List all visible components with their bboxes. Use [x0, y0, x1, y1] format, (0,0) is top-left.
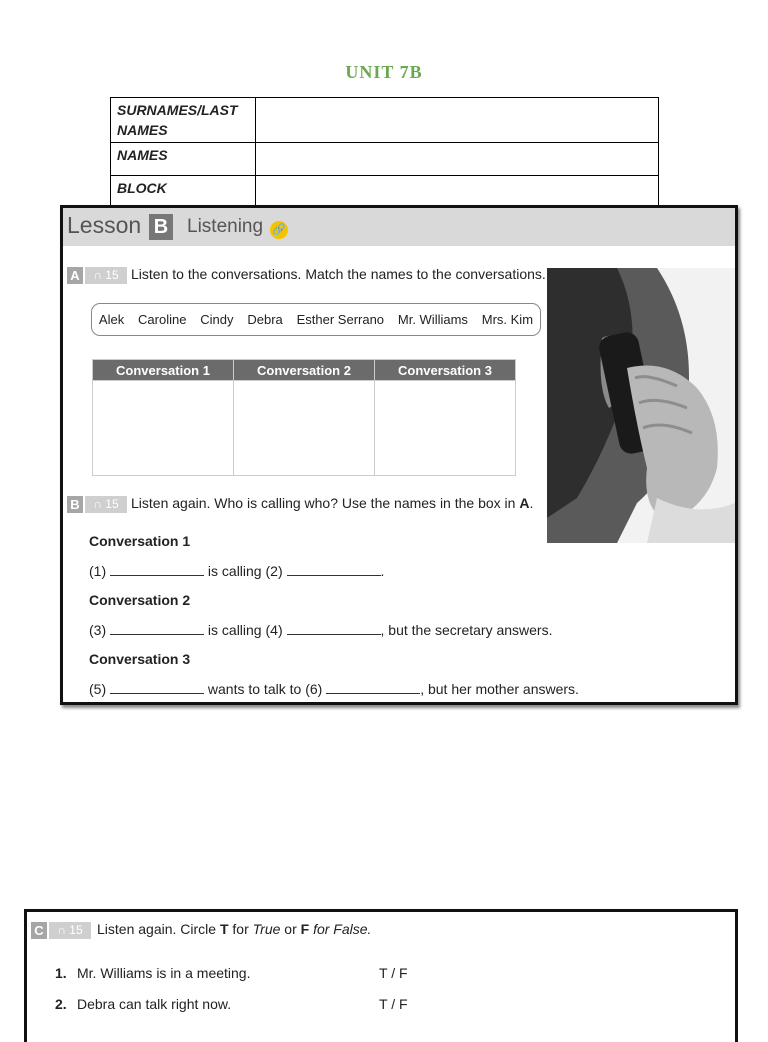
instruction-bold: T — [219, 921, 229, 937]
item-number: 2. — [55, 996, 67, 1012]
section-c-panel — [24, 909, 738, 1042]
conversation-line — [89, 622, 552, 638]
answer-blank[interactable] — [110, 565, 204, 576]
true-false-choice[interactable]: T / F — [379, 996, 408, 1012]
lesson-title: Listening — [187, 216, 264, 237]
conversation-2-cell[interactable] — [234, 381, 375, 476]
block-field[interactable] — [256, 176, 659, 208]
item-text: Mr. Williams is in a meeting. — [77, 965, 251, 981]
instruction-text: for — [228, 921, 253, 937]
section-b-instruction — [131, 495, 533, 511]
line-text: is calling — [207, 622, 262, 638]
answer-blank[interactable] — [110, 683, 204, 694]
conversation-heading: Conversation 1 — [89, 533, 191, 549]
instruction-text: Listen again. Circle — [97, 921, 220, 937]
section-c-letter: C — [31, 922, 47, 939]
name-item: Caroline — [138, 312, 187, 327]
link-icon[interactable]: 🔗 — [270, 221, 288, 239]
blank-number: (6) — [305, 681, 323, 697]
instruction-bold: F — [300, 921, 310, 937]
section-b-badge — [67, 496, 127, 513]
true-false-choice[interactable]: T / F — [379, 965, 408, 981]
headphones-icon: ∩ 15 — [85, 267, 127, 284]
name-item: Debra — [247, 312, 283, 327]
conversation-3-cell[interactable] — [375, 381, 516, 476]
section-a-instruction: Listen to the conversations. Match the names to the conversations. — [131, 266, 546, 282]
track-number: 15 — [105, 497, 119, 511]
headphones-icon: ∩ 15 — [49, 922, 91, 939]
phone-call-photo — [547, 268, 735, 543]
surname-field[interactable] — [256, 98, 659, 143]
line-text: , but the secretary answers. — [380, 622, 553, 638]
instruction-text: or — [280, 921, 301, 937]
true-false-item — [55, 996, 231, 1012]
names-field[interactable] — [256, 143, 659, 176]
lesson-header — [63, 208, 735, 246]
conversation-heading: Conversation 3 — [89, 651, 191, 667]
block-label: BLOCK — [111, 176, 256, 208]
answer-blank[interactable] — [287, 624, 381, 635]
conversation-table — [92, 359, 516, 476]
conversation-3-header: Conversation 3 — [375, 360, 516, 381]
instruction-text: Listen again. Who is calling who? Use the names in the box in — [131, 495, 520, 511]
item-text: Debra can talk right now. — [77, 996, 232, 1012]
answer-blank[interactable] — [326, 683, 420, 694]
track-number: 15 — [69, 923, 83, 937]
answer-blank[interactable] — [287, 565, 381, 576]
headphones-icon: ∩ 15 — [85, 496, 127, 513]
name-item: Mrs. Kim — [481, 312, 534, 327]
table-row — [111, 176, 659, 208]
name-item: Esther Serrano — [296, 312, 385, 327]
conversation-1-header: Conversation 1 — [93, 360, 234, 381]
blank-number: (5) — [89, 681, 107, 697]
blank-number: (4) — [265, 622, 283, 638]
section-a-letter: A — [67, 267, 83, 284]
instruction-text: . — [529, 495, 534, 511]
line-text: . — [380, 563, 385, 579]
blank-number: (1) — [89, 563, 107, 579]
true-false-item — [55, 965, 250, 981]
lesson-label: Lesson — [67, 212, 142, 238]
conversation-1-cell[interactable] — [93, 381, 234, 476]
instruction-italic: for False. — [309, 921, 372, 937]
instruction-italic: True — [252, 921, 281, 937]
table-row — [111, 143, 659, 176]
lesson-b-panel — [60, 205, 738, 705]
name-item: Cindy — [200, 312, 234, 327]
section-a-badge — [67, 267, 127, 284]
instruction-bold: A — [519, 495, 530, 511]
answer-blank[interactable] — [110, 624, 204, 635]
conversation-line — [89, 563, 384, 579]
blank-number: (2) — [265, 563, 283, 579]
name-item: Alek — [98, 312, 125, 327]
blank-number: (3) — [89, 622, 107, 638]
names-label: NAMES — [111, 143, 256, 176]
line-text: is calling — [207, 563, 262, 579]
student-info-table — [110, 97, 659, 208]
lesson-letter: B — [149, 214, 173, 240]
track-number: 15 — [105, 268, 119, 282]
name-box — [91, 303, 541, 336]
item-number: 1. — [55, 965, 67, 981]
unit-title: UNIT 7B — [345, 62, 423, 82]
section-c-badge — [31, 922, 91, 939]
section-c-instruction — [97, 921, 371, 937]
section-b-letter: B — [67, 496, 83, 513]
name-item: Mr. Williams — [397, 312, 468, 327]
conversation-heading: Conversation 2 — [89, 592, 191, 608]
conversation-2-header: Conversation 2 — [234, 360, 375, 381]
line-text: , but her mother answers. — [420, 681, 579, 697]
surname-label: SURNAMES/LAST NAMES — [111, 98, 256, 143]
conversation-line — [89, 681, 579, 697]
line-text: wants to talk to — [207, 681, 302, 697]
table-row — [111, 98, 659, 143]
